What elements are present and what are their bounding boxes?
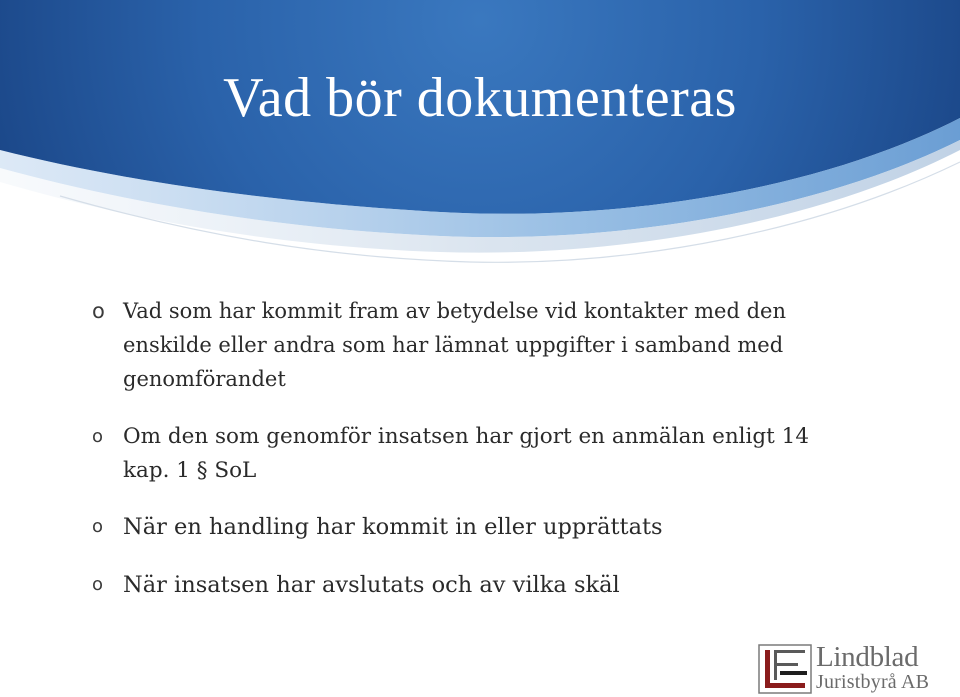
bullet-marker: o [92, 426, 104, 447]
company-logo [758, 641, 950, 694]
slide-title: Vad bör dokumenteras [223, 67, 737, 129]
bullet-marker: o [92, 574, 104, 595]
logo-name: Lindblad [816, 641, 919, 673]
logo-mark-icon [758, 644, 812, 694]
bullet-text: När en handling har kommit in eller upprättats [123, 514, 663, 540]
bullet-marker: o [92, 299, 105, 323]
bullet-text: Vad som har kommit fram av betydelse vid kontakter med den enskilde eller andra som har lämnat uppgifter i samband med genomförandet [123, 299, 786, 391]
bullet-text: När insatsen har avslutats och av vilka skäl [123, 572, 620, 598]
bullet-text: Om den som genomför insatsen har gjort en anmälan enligt 14 kap. 1 § SoL [123, 424, 810, 483]
logo-subtitle: Juristbyrå AB [816, 671, 930, 693]
bullet-marker: o [92, 516, 104, 537]
